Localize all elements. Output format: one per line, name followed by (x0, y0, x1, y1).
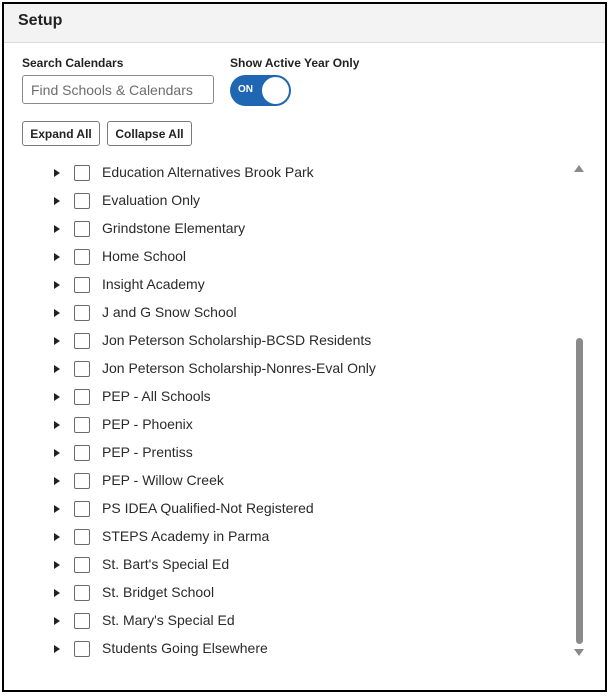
expand-caret-icon[interactable] (54, 225, 60, 233)
expand-caret-icon[interactable] (54, 309, 60, 317)
toggle-knob (261, 76, 290, 105)
scroll-down-arrow-icon[interactable] (574, 649, 584, 656)
list-item[interactable] (4, 551, 564, 579)
list-item[interactable] (4, 467, 564, 495)
list-item[interactable] (4, 271, 564, 299)
school-name: Jon Peterson Scholarship-Nonres-Eval Only (102, 360, 376, 376)
expand-caret-icon[interactable] (54, 281, 60, 289)
school-name: Home School (102, 248, 187, 264)
list-item[interactable] (4, 439, 564, 467)
expand-caret-icon[interactable] (54, 253, 60, 261)
panel-header (4, 4, 605, 43)
school-name: Jon Peterson Scholarship-BCSD Residents (102, 332, 372, 348)
list-item[interactable] (4, 327, 564, 355)
list-item[interactable] (4, 243, 564, 271)
school-checkbox[interactable] (74, 501, 90, 517)
expand-caret-icon[interactable] (54, 617, 60, 625)
school-checkbox[interactable] (74, 361, 90, 377)
search-calendars-label: Search Calendars (22, 56, 124, 70)
school-checkbox[interactable] (74, 305, 90, 321)
expand-all-button[interactable]: Expand All (22, 121, 100, 146)
list-item[interactable] (4, 299, 564, 327)
list-item[interactable] (4, 579, 564, 607)
school-checkbox[interactable] (74, 193, 90, 209)
list-item[interactable] (4, 411, 564, 439)
setup-panel (2, 2, 607, 692)
school-name: Evaluation Only (102, 192, 201, 208)
scrollbar-thumb[interactable] (576, 338, 583, 644)
expand-caret-icon[interactable] (54, 449, 60, 457)
expand-caret-icon[interactable] (54, 589, 60, 597)
show-active-year-label: Show Active Year Only (230, 56, 360, 70)
expand-caret-icon[interactable] (54, 393, 60, 401)
school-checkbox[interactable] (74, 389, 90, 405)
expand-caret-icon[interactable] (54, 561, 60, 569)
list-item[interactable] (4, 495, 564, 523)
school-checkbox[interactable] (74, 333, 90, 349)
list-item[interactable] (4, 607, 564, 635)
school-name: STEPS Academy in Parma (102, 528, 270, 544)
school-checkbox[interactable] (74, 417, 90, 433)
school-name: Insight Academy (102, 276, 205, 292)
school-checkbox[interactable] (74, 557, 90, 573)
school-checkbox[interactable] (74, 445, 90, 461)
toggle-state-text: ON (238, 84, 253, 95)
list-item[interactable] (4, 215, 564, 243)
collapse-all-button[interactable]: Collapse All (107, 121, 192, 146)
expand-caret-icon[interactable] (54, 505, 60, 513)
expand-caret-icon[interactable] (54, 421, 60, 429)
school-name: Education Alternatives Brook Park (102, 164, 314, 180)
expand-caret-icon[interactable] (54, 533, 60, 541)
active-year-toggle[interactable] (230, 75, 291, 106)
school-name: PEP - All Schools (102, 388, 211, 404)
expand-caret-icon[interactable] (54, 645, 60, 653)
expand-caret-icon[interactable] (54, 477, 60, 485)
search-input[interactable] (22, 75, 214, 104)
expand-caret-icon[interactable] (54, 365, 60, 373)
school-name: PEP - Phoenix (102, 416, 193, 432)
school-checkbox[interactable] (74, 165, 90, 181)
school-name: Students Going Elsewhere (102, 640, 268, 656)
school-name: PEP - Willow Creek (102, 472, 224, 488)
school-name: St. Mary's Special Ed (102, 612, 235, 628)
list-item[interactable] (4, 635, 564, 663)
school-name: St. Bridget School (102, 584, 215, 600)
scroll-up-arrow-icon[interactable] (574, 165, 584, 172)
school-checkbox[interactable] (74, 641, 90, 657)
school-checkbox[interactable] (74, 529, 90, 545)
list-item[interactable] (4, 187, 564, 215)
list-item[interactable] (4, 355, 564, 383)
school-checkbox[interactable] (74, 221, 90, 237)
school-checkbox[interactable] (74, 249, 90, 265)
school-name: Grindstone Elementary (102, 220, 246, 236)
expand-caret-icon[interactable] (54, 197, 60, 205)
school-name: PS IDEA Qualified-Not Registered (102, 500, 314, 516)
list-item[interactable] (4, 523, 564, 551)
school-calendar-list (4, 156, 574, 660)
expand-caret-icon[interactable] (54, 169, 60, 177)
list-item[interactable] (4, 159, 564, 187)
school-checkbox[interactable] (74, 473, 90, 489)
panel-title: Setup (18, 12, 63, 29)
school-name: St. Bart's Special Ed (102, 556, 230, 572)
school-checkbox[interactable] (74, 585, 90, 601)
school-checkbox[interactable] (74, 277, 90, 293)
school-name: PEP - Prentiss (102, 444, 193, 460)
school-name: J and G Snow School (102, 304, 237, 320)
school-checkbox[interactable] (74, 613, 90, 629)
list-item[interactable] (4, 383, 564, 411)
expand-caret-icon[interactable] (54, 337, 60, 345)
